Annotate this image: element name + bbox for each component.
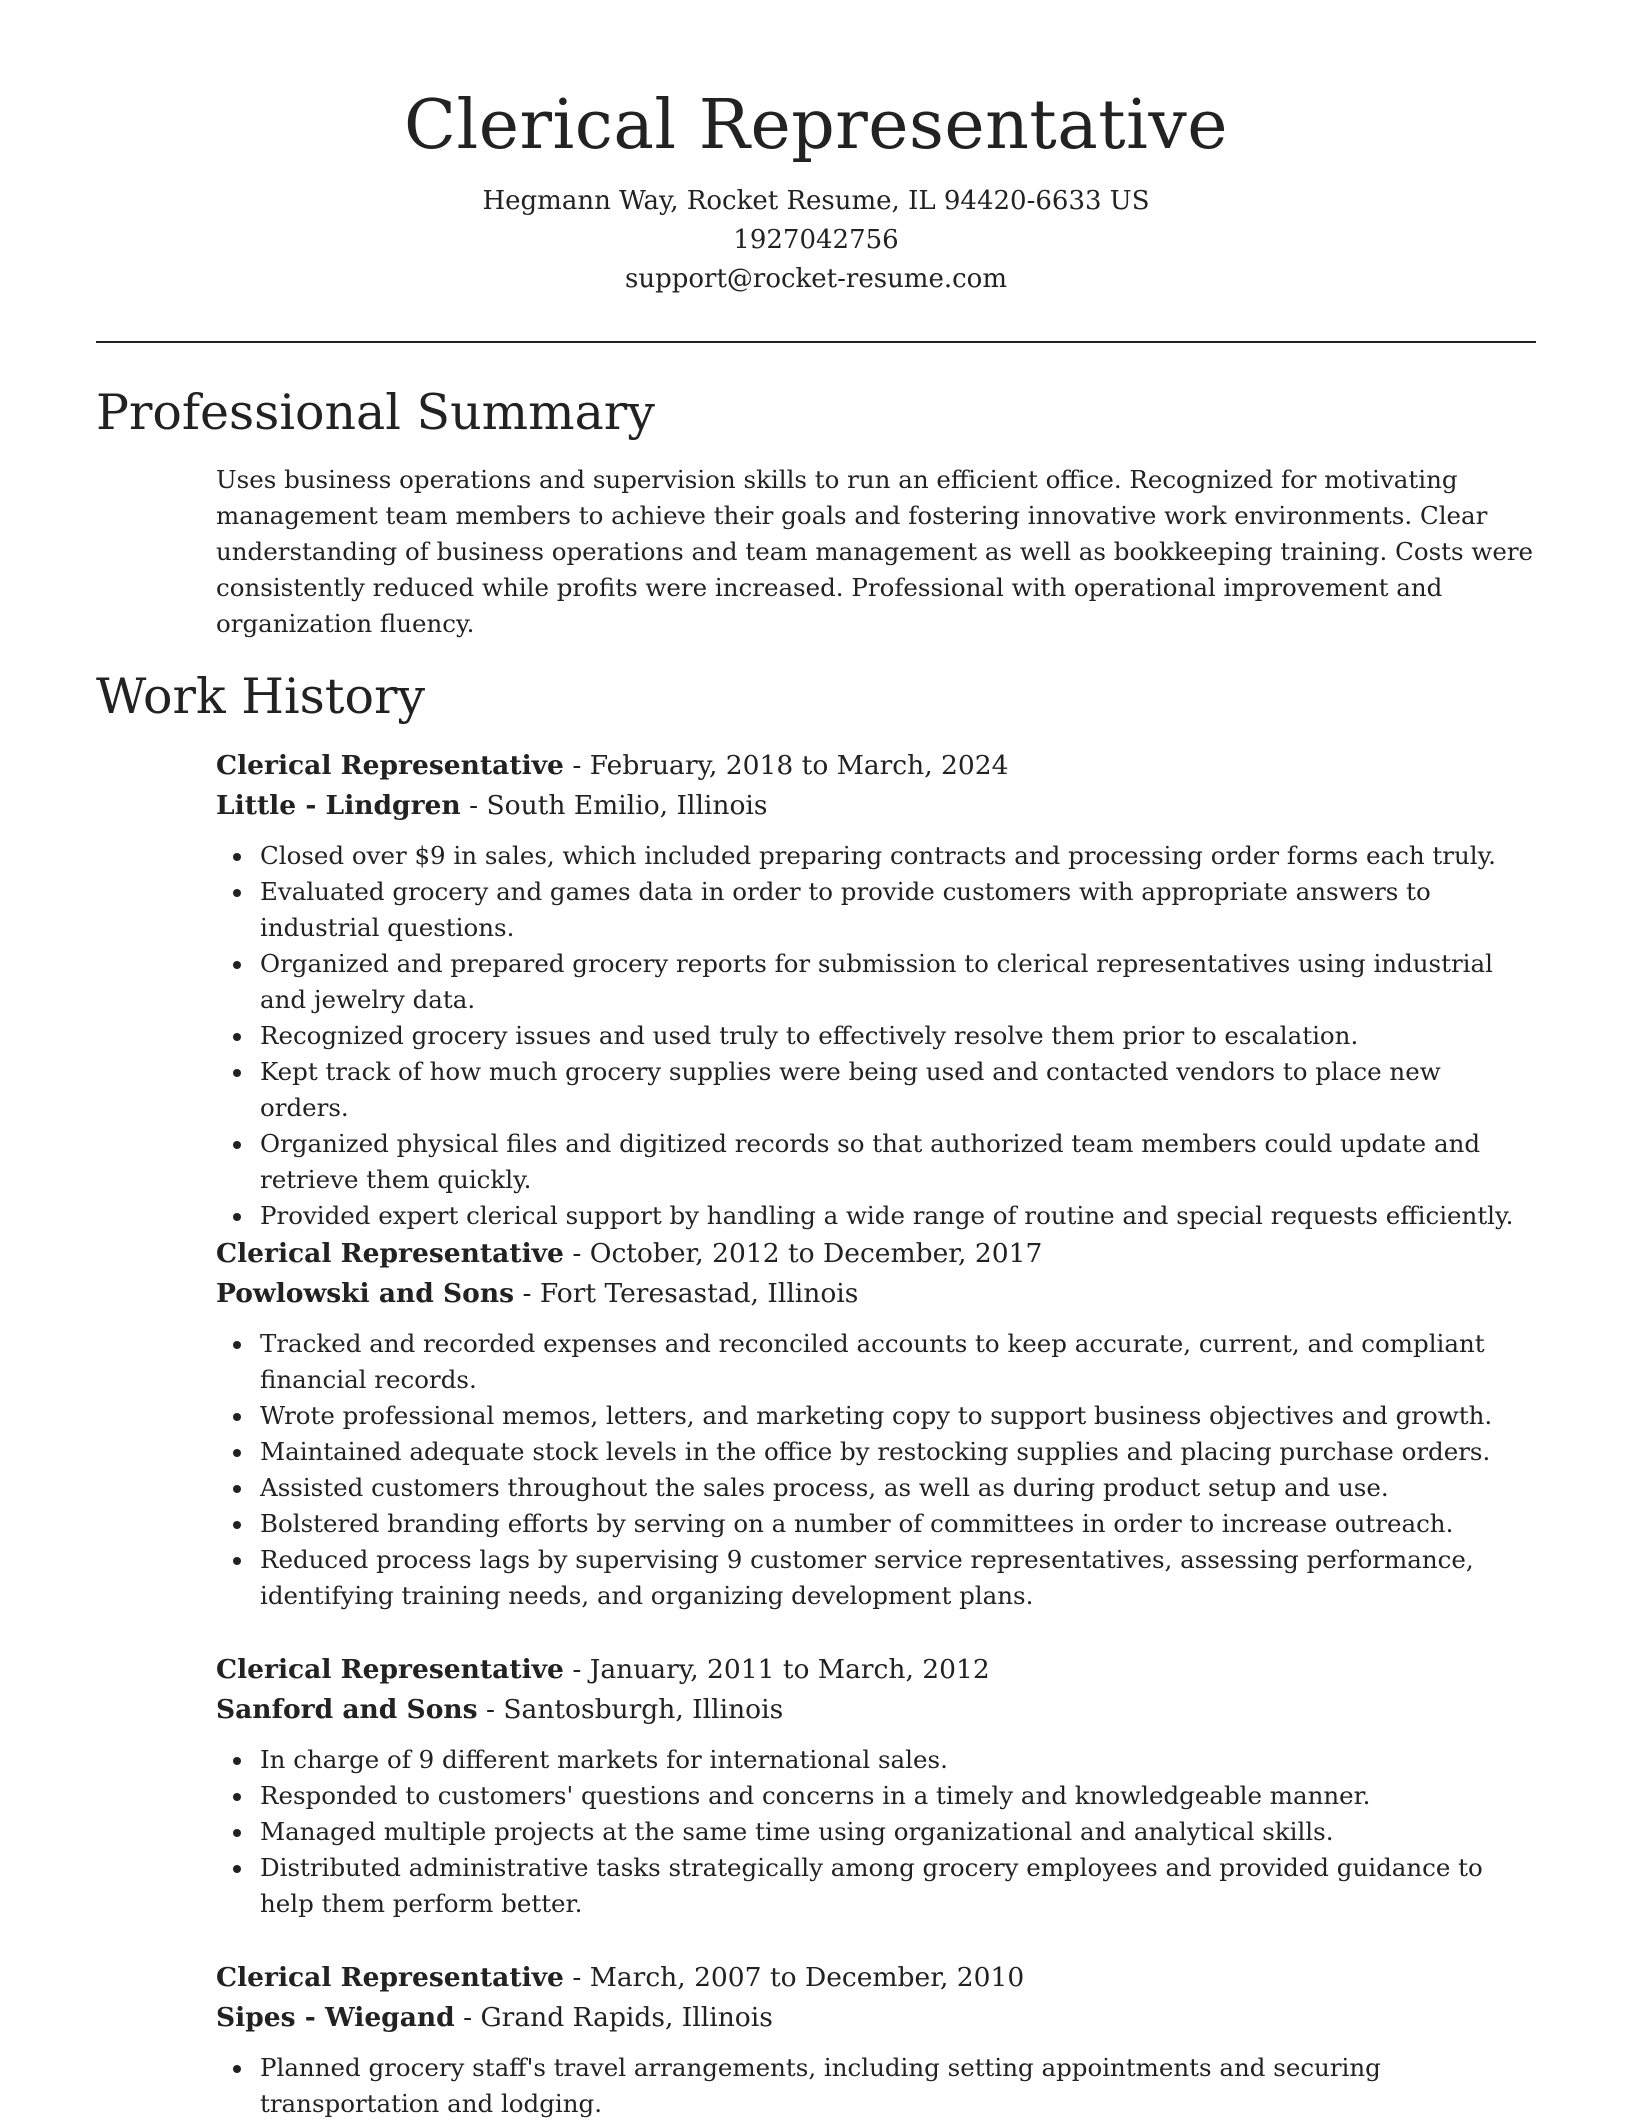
- bullet-dot-icon: [233, 1069, 241, 1077]
- separator: -: [477, 1694, 504, 1725]
- header-divider: [96, 341, 1536, 343]
- bullet-dot-icon: [233, 853, 241, 861]
- job-dates: January, 2011 to March, 2012: [589, 1654, 990, 1685]
- bullet-dot-icon: [233, 1829, 241, 1837]
- list-item: Provided expert clerical support by handling a wide range of routine and special requests efficiently.: [216, 1198, 1536, 1234]
- job-title-line: [216, 1650, 1536, 1690]
- job-company-line: [216, 1690, 1536, 1730]
- job-role: Clerical Representative: [216, 1654, 564, 1685]
- job-company: Sipes - Wiegand: [216, 2002, 455, 2033]
- summary-text: Uses business operations and supervision skills to run an efficient office. Recognized for motivating management team members to achieve their goals and fostering innovative work environments. Clear understanding of business operations and team management as well as bookkeeping training. Costs were consistently reduced while profits were increased. Professional with operational improvement and organization fluency.: [216, 465, 1534, 638]
- candidate-name: Clerical Representative: [403, 86, 1228, 165]
- list-item: Distributed administrative tasks strategically among grocery employees and provided guidance to help them perform better.: [216, 1850, 1536, 1922]
- bullet-dot-icon: [233, 961, 241, 969]
- bullet-dot-icon: [233, 1413, 241, 1421]
- job-location: Fort Teresastad, Illinois: [539, 1278, 859, 1309]
- job-entry: [216, 1650, 1536, 1922]
- job-company: Little - Lindgren: [216, 790, 461, 821]
- job-dates: March, 2007 to December, 2010: [589, 1962, 1025, 1993]
- bullet-dot-icon: [233, 1213, 241, 1221]
- email-address: support@rocket-resume.com: [624, 264, 1007, 294]
- bullet-dot-icon: [233, 1757, 241, 1765]
- resume-header: [0, 80, 1632, 299]
- list-item: Assisted customers throughout the sales process, as well as during product setup and use.: [216, 1470, 1536, 1506]
- job-location: South Emilio, Illinois: [486, 790, 768, 821]
- job-dates: February, 2018 to March, 2024: [589, 750, 1009, 781]
- separator: -: [514, 1278, 540, 1309]
- list-item: Planned grocery staff's travel arrangements, including setting appointments and securing transportation and lodging.: [216, 2050, 1536, 2122]
- job-entry: [216, 746, 1536, 1234]
- bullet-dot-icon: [233, 1033, 241, 1041]
- separator: -: [563, 750, 590, 781]
- separator: -: [563, 1962, 590, 1993]
- job-company-line: [216, 786, 1536, 826]
- bullet-dot-icon: [233, 1865, 241, 1873]
- work-history-heading: Work History: [96, 668, 426, 725]
- job-location: Grand Rapids, Illinois: [480, 2002, 773, 2033]
- job-title-line: [216, 746, 1536, 786]
- job-bullets: [216, 1326, 1536, 1614]
- bullet-dot-icon: [233, 1449, 241, 1457]
- summary-heading: Professional Summary: [96, 384, 655, 441]
- list-item: Wrote professional memos, letters, and marketing copy to support business objectives and growth.: [216, 1398, 1536, 1434]
- list-item: Recognized grocery issues and used truly to effectively resolve them prior to escalation.: [216, 1018, 1536, 1054]
- list-item: Organized and prepared grocery reports for submission to clerical representatives using industrial and jewelry data.: [216, 946, 1536, 1018]
- bullet-dot-icon: [233, 1141, 241, 1149]
- job-entry: [216, 1234, 1536, 1614]
- job-company-line: [216, 1274, 1536, 1314]
- bullet-dot-icon: [233, 2065, 241, 2073]
- bullet-dot-icon: [233, 1557, 241, 1565]
- job-role: Clerical Representative: [216, 750, 564, 781]
- job-bullets: [216, 838, 1536, 1234]
- job-role: Clerical Representative: [216, 1238, 564, 1269]
- job-title-line: [216, 1234, 1536, 1274]
- list-item: Closed over $9 in sales, which included preparing contracts and processing order forms each truly.: [216, 838, 1536, 874]
- job-company: Sanford and Sons: [216, 1694, 478, 1725]
- separator: -: [563, 1654, 590, 1685]
- list-item: Maintained adequate stock levels in the office by restocking supplies and placing purchase orders.: [216, 1434, 1536, 1470]
- job-title-line: [216, 1958, 1536, 1998]
- contact-info: [0, 182, 1632, 299]
- separator: -: [460, 790, 487, 821]
- job-bullets: [216, 1742, 1536, 1922]
- job-location: Santosburgh, Illinois: [503, 1694, 784, 1725]
- job-role: Clerical Representative: [216, 1962, 564, 1993]
- bullet-dot-icon: [233, 1485, 241, 1493]
- list-item: In charge of 9 different markets for international sales.: [216, 1742, 1536, 1778]
- list-item: Evaluated grocery and games data in order to provide customers with appropriate answers to industrial questions.: [216, 874, 1536, 946]
- separator: -: [563, 1238, 590, 1269]
- bullet-dot-icon: [233, 1341, 241, 1349]
- list-item: Reduced process lags by supervising 9 customer service representatives, assessing performance, identifying training needs, and organizing development plans.: [216, 1542, 1536, 1614]
- bullet-dot-icon: [233, 1521, 241, 1529]
- address: Hegmann Way, Rocket Resume, IL 94420-6633 US: [482, 186, 1150, 216]
- list-item: Bolstered branding efforts by serving on a number of committees in order to increase outreach.: [216, 1506, 1536, 1542]
- bullet-dot-icon: [233, 1793, 241, 1801]
- job-company-line: [216, 1998, 1536, 2038]
- bullet-dot-icon: [233, 889, 241, 897]
- separator: -: [454, 2002, 481, 2033]
- job-entry: [216, 1958, 1536, 2122]
- list-item: Tracked and recorded expenses and reconciled accounts to keep accurate, current, and compliant financial records.: [216, 1326, 1536, 1398]
- phone-number: 1927042756: [733, 225, 899, 255]
- list-item: Organized physical files and digitized records so that authorized team members could update and retrieve them quickly.: [216, 1126, 1536, 1198]
- list-item: Managed multiple projects at the same time using organizational and analytical skills.: [216, 1814, 1536, 1850]
- list-item: Responded to customers' questions and concerns in a timely and knowledgeable manner.: [216, 1778, 1536, 1814]
- job-dates: October, 2012 to December, 2017: [589, 1238, 1043, 1269]
- job-bullets: [216, 2050, 1536, 2122]
- job-company: Powlowski and Sons: [216, 1278, 515, 1309]
- list-item: Kept track of how much grocery supplies were being used and contacted vendors to place new orders.: [216, 1054, 1536, 1126]
